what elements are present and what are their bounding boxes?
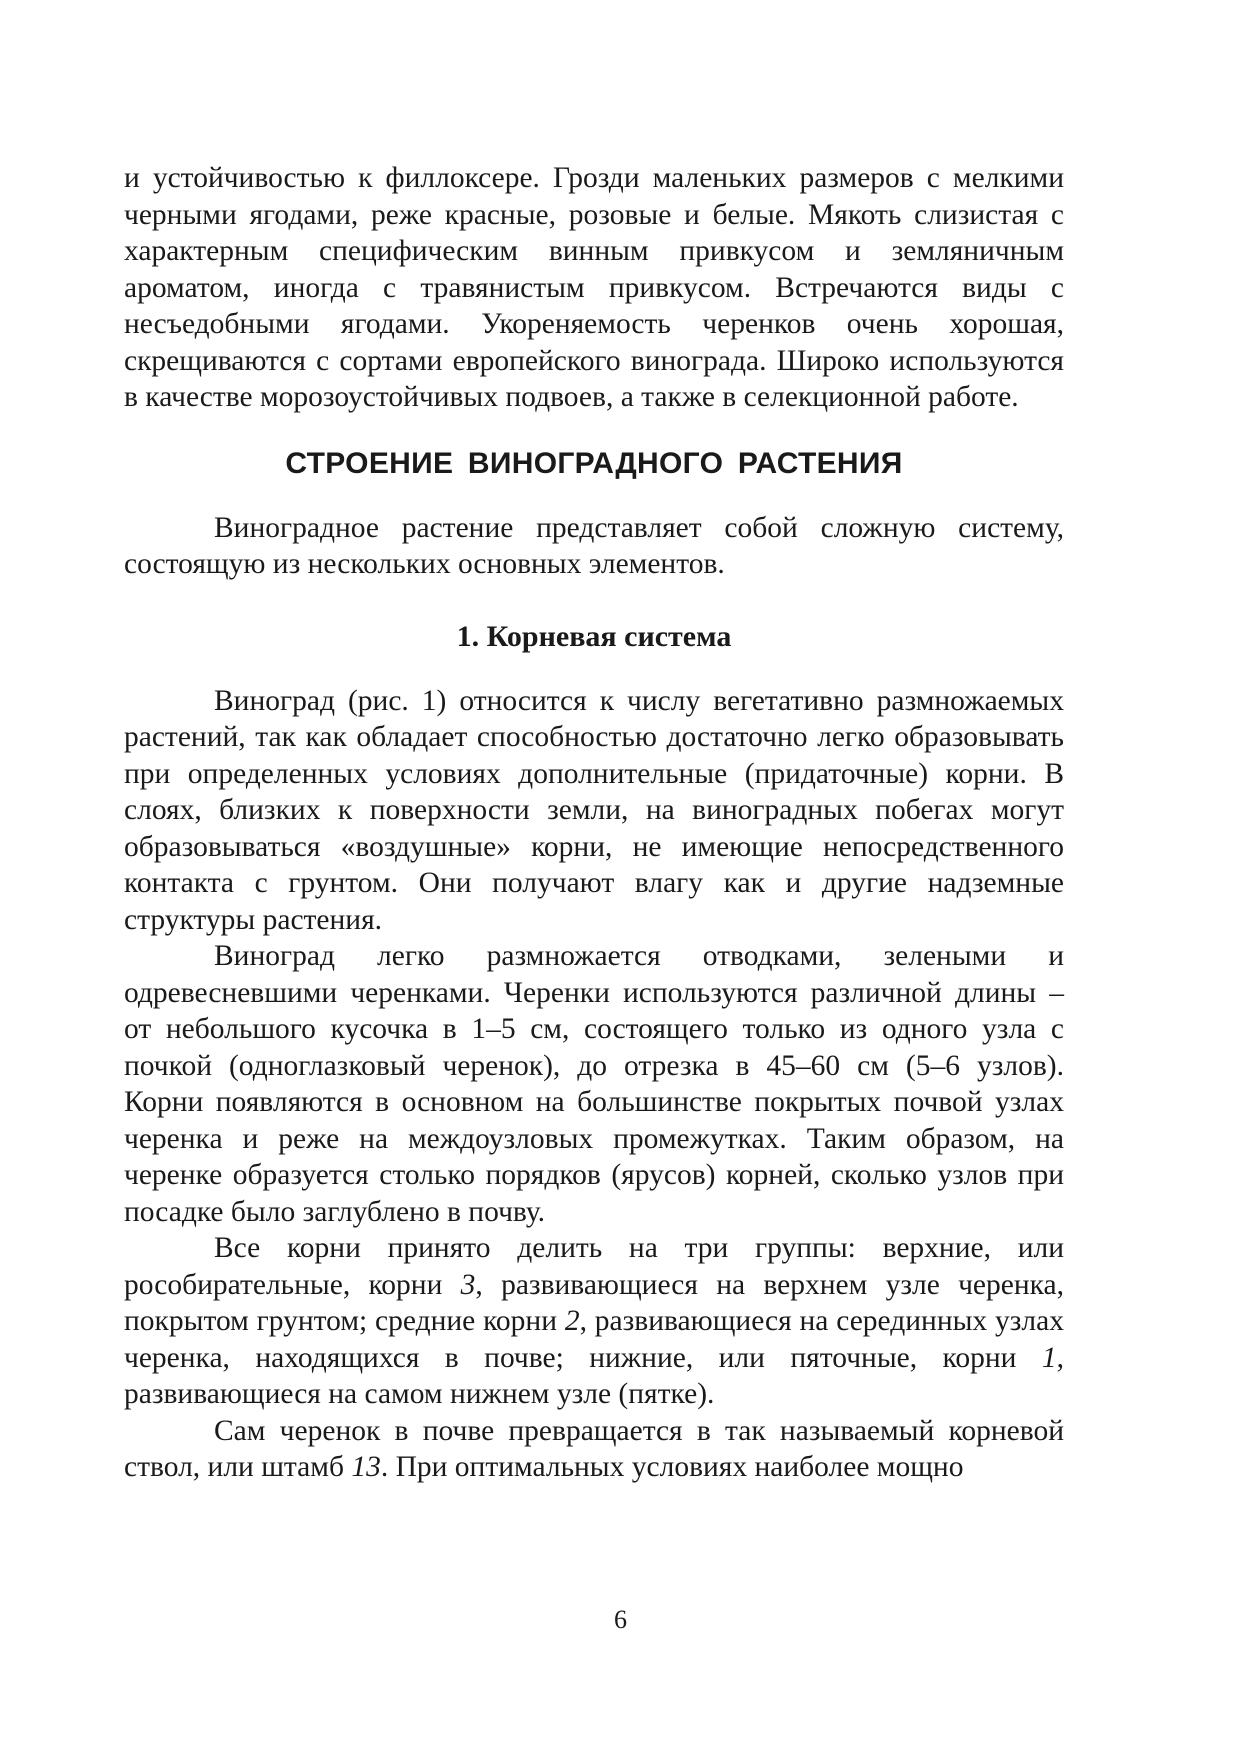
paragraph-4-text-a: Сам черенок в почве превращается в так называемый корневой ствол, или штамб xyxy=(124,1414,1064,1483)
root-ref-1: 1 xyxy=(1041,1341,1057,1374)
root-ref-2: 2 xyxy=(564,1305,580,1337)
paragraph-1: Виноград (рис. 1) относится к числу вегетативно размножаемых растений, так как обладает способностью достаточно легко образовывать при определенных условиях дополнительные (придаточные) корни. В слоях, близких к поверхности земли, на виноградных побегах могут образовываться «воздушные» корни, не имеющие непосредственного контакта с грунтом. Они получают влагу как и другие надземные структуры растения. xyxy=(124,684,1064,936)
paragraph-4-text-b: . При оптимальных условиях наиболее мощно xyxy=(380,1451,964,1483)
paragraph-3-text-d: , развивающиеся на самом нижнем узле (пятке). xyxy=(124,1341,1064,1410)
section-title: СТРОЕНИЕ ВИНОГРАДНОГО РАСТЕНИЯ xyxy=(285,446,903,480)
page-body xyxy=(124,160,1064,1486)
paragraph-continued: и устойчивостью к филлоксере. Грозди маленьких размеров с мелкими черными ягодами, реже красные, розовые и белые. Мякоть слизистая с характерным специфическим винным привкусом и земляничным ароматом, иногда с травянистым привкусом. Встречаются виды с несъедобными ягодами. Укореняемость черенков очень хорошая, скрещиваются с сортами европейского винограда. Широко используются в качестве морозоустойчивых подвоев, а также в селекционной работе. xyxy=(124,162,1064,413)
stem-ref-13: 13 xyxy=(351,1451,381,1483)
paragraph-3-text-c: , развивающиеся на серединных узлах черенка, находящихся в почве; нижние, или пяточные, корни xyxy=(124,1305,1064,1374)
subsection-title: 1. Корневая система xyxy=(456,619,732,653)
paragraph-4 xyxy=(124,1413,1064,1486)
page-number: 6 xyxy=(614,1605,627,1634)
paragraph-3 xyxy=(124,1230,1064,1413)
paragraph-2: Виноград легко размножается отводками, зелеными и одревесневшими черенками. Черенки используются различной длины – от небольшого кусочка в 1–5 см, состоящего только из одного узла с почкой (одноглазковый черенок), до отрезка в 45–60 см (5–6 узлов). Корни появляются в основном на большинстве покрытых почвой узлах черенка и реже на междоузловых промежутках. Таким образом, на черенке образуется столько порядков (ярусов) корней, сколько узлов при посадке было заглублено в почву. xyxy=(124,940,1064,1228)
intro-paragraph: Виноградное растение представляет собой сложную систему, состоящую из нескольких основных элементов. xyxy=(124,511,1064,580)
root-ref-3: 3 xyxy=(460,1268,476,1301)
paragraph-3-text-a: Все корни принято делить на три группы: верхние, или рособирательные, корни xyxy=(124,1232,1064,1301)
paragraph-3-text-b: , развивающиеся на верхнем узле черенка, покрытом грунтом; средние корни xyxy=(124,1268,1064,1337)
